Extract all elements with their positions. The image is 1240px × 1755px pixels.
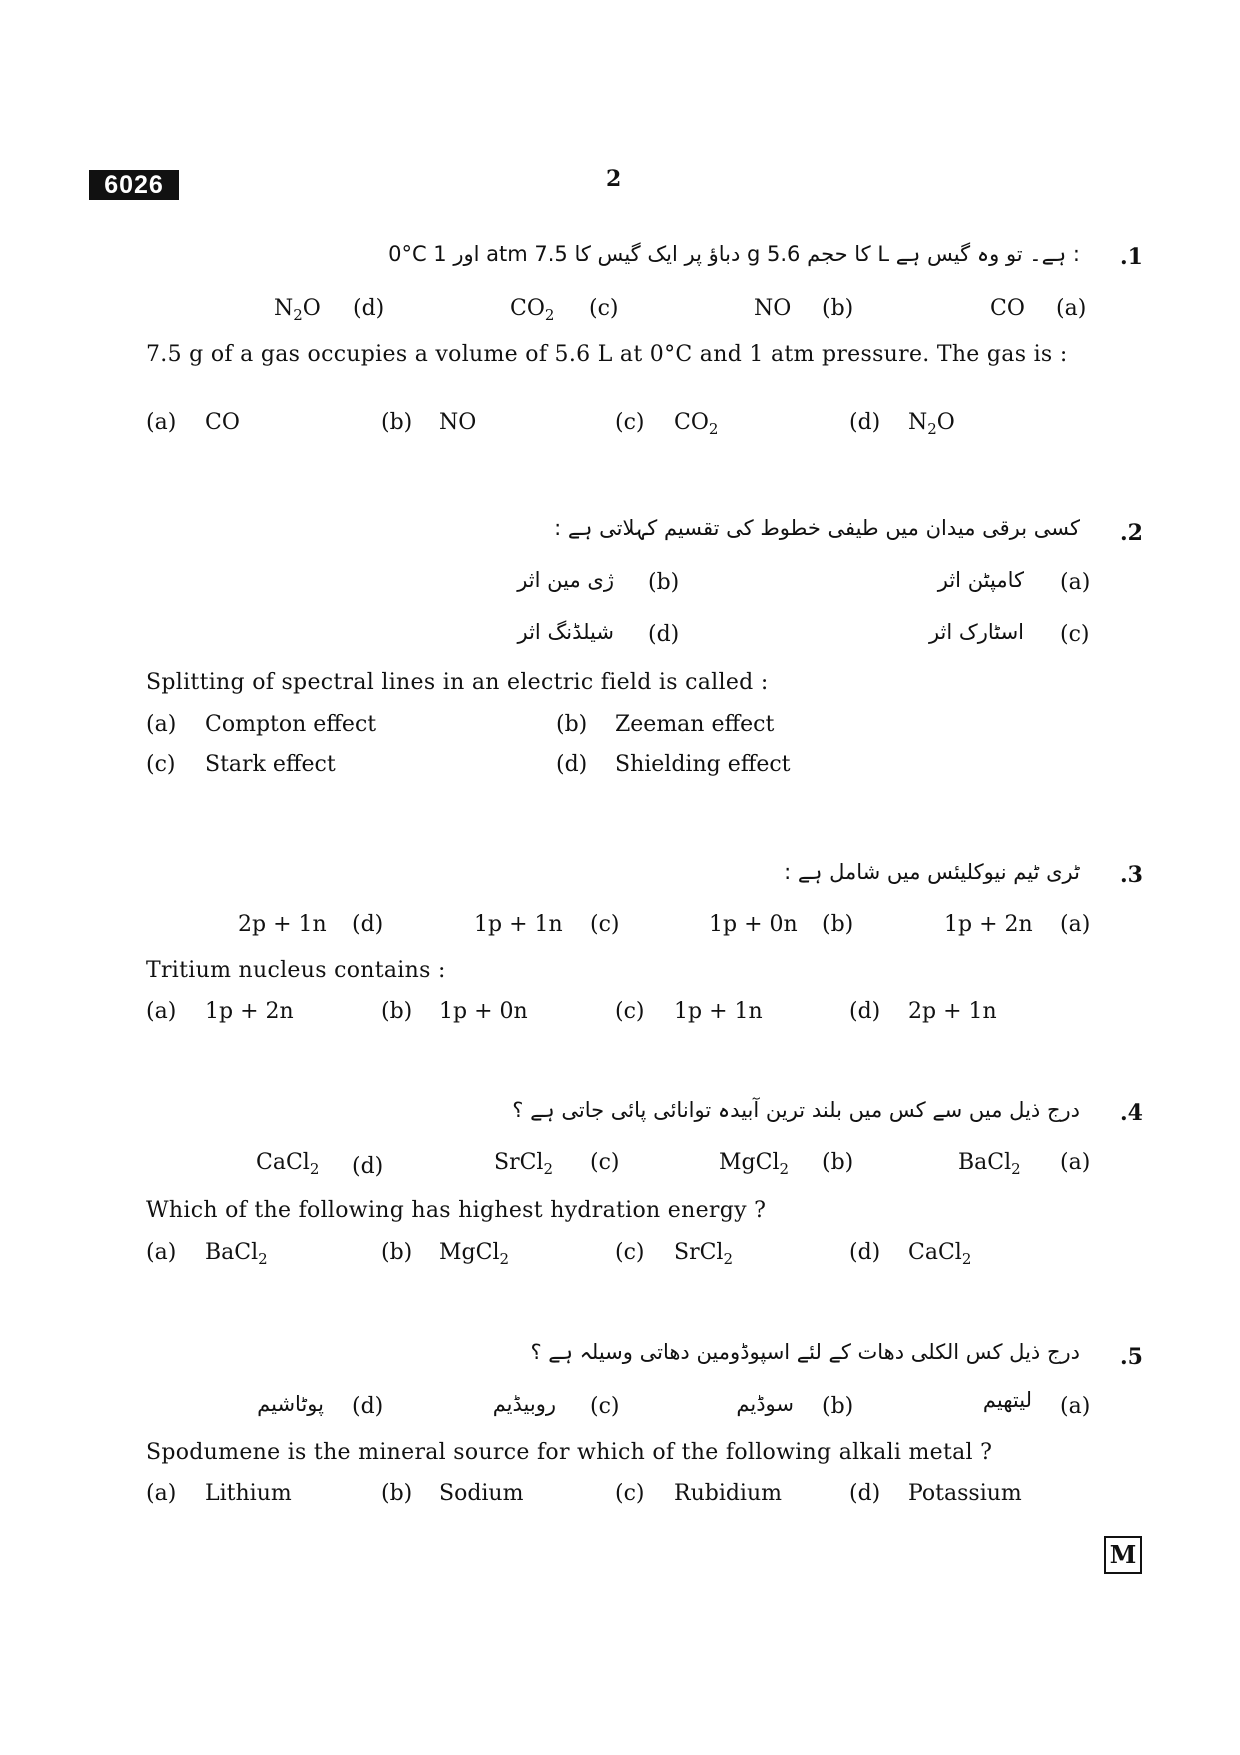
q5-opt-c: Rubidium <box>674 1481 783 1506</box>
q3-opt-b: 1p + 0n <box>439 999 528 1024</box>
q1-opt-a-label: (a) <box>146 410 177 435</box>
q4-opt-a-label: (a) <box>146 1240 177 1265</box>
q3-opt-a: 1p + 2n <box>205 999 294 1024</box>
q3-opt-a-label: (a) <box>146 999 177 1024</box>
q5-opt-b-label: (b) <box>381 1481 413 1506</box>
q4-opt-c-label: (c) <box>615 1240 645 1265</box>
q5-opt-a: Lithium <box>205 1481 292 1506</box>
q4-opt-d-label: (d) <box>849 1240 881 1265</box>
q3-urdu-opt-c-label: (c) <box>590 912 620 937</box>
q4-opt-b-label: (b) <box>381 1240 413 1265</box>
q2-urdu-opt-c: اسٹارک اثر <box>928 620 1024 644</box>
q5-opt-b: Sodium <box>439 1481 524 1506</box>
q5-urdu-opt-c: روبیڈیم <box>492 1392 556 1416</box>
q3-opt-d-label: (d) <box>849 999 881 1024</box>
q1-urdu-opt-d: $N_2O$ <box>274 296 321 324</box>
q3-urdu-opt-b-label: (b) <box>822 912 854 937</box>
q5-opt-a-label: (a) <box>146 1481 177 1506</box>
q3-opt-d: 2p + 1n <box>908 999 997 1024</box>
q5-urdu-opt-c-label: (c) <box>590 1394 620 1419</box>
q3-english-text: Tritium nucleus contains : <box>146 958 446 983</box>
q5-english-text: Spodumene is the mineral source for which of the following alkali metal ? <box>146 1440 993 1465</box>
q5-urdu-opt-a: لیتھیم <box>982 1388 1032 1412</box>
q2-opt-d-label: (d) <box>556 752 588 777</box>
paper-code-badge: 6026 <box>89 170 179 200</box>
q1-urdu-opt-d-label: (d) <box>353 296 385 321</box>
q2-opt-b-label: (b) <box>556 712 588 737</box>
q4-urdu-opt-b: MgCl$_2$ <box>719 1150 790 1178</box>
q2-opt-c: Stark effect <box>205 752 336 777</box>
q1-opt-a: CO <box>205 410 240 435</box>
q1-opt-b-label: (b) <box>381 410 413 435</box>
q4-urdu-opt-c-label: (c) <box>590 1150 620 1175</box>
q3-urdu-opt-a: 1p + 2n <box>944 912 1033 937</box>
q4-urdu-opt-d-label: (d) <box>352 1154 384 1179</box>
q1-english-text: 7.5 g of a gas occupies a volume of 5.6 L at 0°C and 1 atm pressure. The gas is : <box>146 342 1068 367</box>
q1-urdu-opt-a: CO <box>990 296 1025 321</box>
q3-urdu-opt-d: 2p + 1n <box>238 912 327 937</box>
q5-urdu-opt-b: سوڈیم <box>736 1392 794 1416</box>
q3-urdu-opt-d-label: (d) <box>352 912 384 937</box>
q1-opt-d: $N_2O$ <box>908 410 955 438</box>
q2-urdu-opt-c-label: (c) <box>1060 622 1090 647</box>
q2-urdu-opt-a-label: (a) <box>1060 570 1091 595</box>
q1-urdu-opt-b: NO <box>754 296 792 321</box>
q4-opt-a: BaCl$_2$ <box>205 1240 268 1268</box>
q5-number: .5 <box>1120 1344 1143 1370</box>
q2-number: .2 <box>1120 520 1143 546</box>
q2-opt-d: Shielding effect <box>615 752 791 777</box>
q3-opt-c: 1p + 1n <box>674 999 763 1024</box>
q5-opt-d-label: (d) <box>849 1481 881 1506</box>
q2-english-text: Splitting of spectral lines in an electric field is called : <box>146 670 769 695</box>
q1-number: .1 <box>1120 244 1143 270</box>
q3-urdu-opt-a-label: (a) <box>1060 912 1091 937</box>
q2-opt-b: Zeeman effect <box>615 712 775 737</box>
q2-urdu-opt-b-label: (b) <box>648 570 680 595</box>
q4-english-text: Which of the following has highest hydration energy ? <box>146 1198 767 1223</box>
q4-opt-b: MgCl$_2$ <box>439 1240 510 1268</box>
q3-urdu-text: ٹری ٹیم نیوکلیئس میں شامل ہے : <box>784 860 1080 884</box>
q3-urdu-opt-c: 1p + 1n <box>474 912 563 937</box>
q3-opt-c-label: (c) <box>615 999 645 1024</box>
q5-urdu-text: درج ذیل کس الکلی دھات کے لئے اسپوڈومین دھاتی وسیلہ ہے ؟ <box>530 1340 1080 1364</box>
q5-urdu-opt-d-label: (d) <box>352 1394 384 1419</box>
q2-urdu-opt-d-label: (d) <box>648 622 680 647</box>
q1-urdu-opt-c: $CO_2$ <box>510 296 555 324</box>
q2-urdu-opt-d: شیلڈنگ اثر <box>517 620 614 644</box>
q1-urdu-text: 0°C اور 1 atm دباؤ پر ایک گیس کا 7.5 g کا حجم 5.6 L ہے۔ تو وہ گیس ہے : <box>388 242 1080 266</box>
q4-urdu-opt-c: SrCl$_2$ <box>494 1150 554 1178</box>
q1-urdu-opt-a-label: (a) <box>1056 296 1087 321</box>
page-number: 2 <box>606 166 622 192</box>
q2-urdu-text: کسی برقی میدان میں طیفی خطوط کی تقسیم کہلاتی ہے : <box>554 516 1080 540</box>
q1-opt-c-label: (c) <box>615 410 645 435</box>
q4-opt-d: CaCl$_2$ <box>908 1240 972 1268</box>
q2-urdu-opt-a: کامپٹن اثر <box>937 568 1024 592</box>
q2-urdu-opt-b: ژی مین اثر <box>517 568 614 592</box>
q3-opt-b-label: (b) <box>381 999 413 1024</box>
footer-mark-box: M <box>1104 1536 1142 1574</box>
q4-opt-c: SrCl$_2$ <box>674 1240 734 1268</box>
q1-opt-b: NO <box>439 410 477 435</box>
q1-opt-c: $CO_2$ <box>674 410 719 438</box>
q5-urdu-opt-d: پوٹاشیم <box>257 1392 324 1416</box>
q4-urdu-opt-d: CaCl$_2$ <box>256 1150 320 1178</box>
q5-opt-c-label: (c) <box>615 1481 645 1506</box>
q2-opt-c-label: (c) <box>146 752 176 777</box>
q3-urdu-opt-b: 1p + 0n <box>709 912 798 937</box>
q4-urdu-opt-a: BaCl$_2$ <box>958 1150 1021 1178</box>
q5-urdu-opt-b-label: (b) <box>822 1394 854 1419</box>
q4-urdu-opt-a-label: (a) <box>1060 1150 1091 1175</box>
q1-opt-d-label: (d) <box>849 410 881 435</box>
q2-opt-a: Compton effect <box>205 712 377 737</box>
q5-urdu-opt-a-label: (a) <box>1060 1394 1091 1419</box>
q4-number: .4 <box>1120 1100 1143 1126</box>
q5-opt-d: Potassium <box>908 1481 1022 1506</box>
q2-opt-a-label: (a) <box>146 712 177 737</box>
q1-urdu-opt-c-label: (c) <box>589 296 619 321</box>
q1-urdu-opt-b-label: (b) <box>822 296 854 321</box>
q4-urdu-text: درج ذیل میں سے کس میں بلند ترین آبیدہ توانائی پائی جاتی ہے ؟ <box>512 1098 1080 1122</box>
q3-number: .3 <box>1120 862 1143 888</box>
q4-urdu-opt-b-label: (b) <box>822 1150 854 1175</box>
